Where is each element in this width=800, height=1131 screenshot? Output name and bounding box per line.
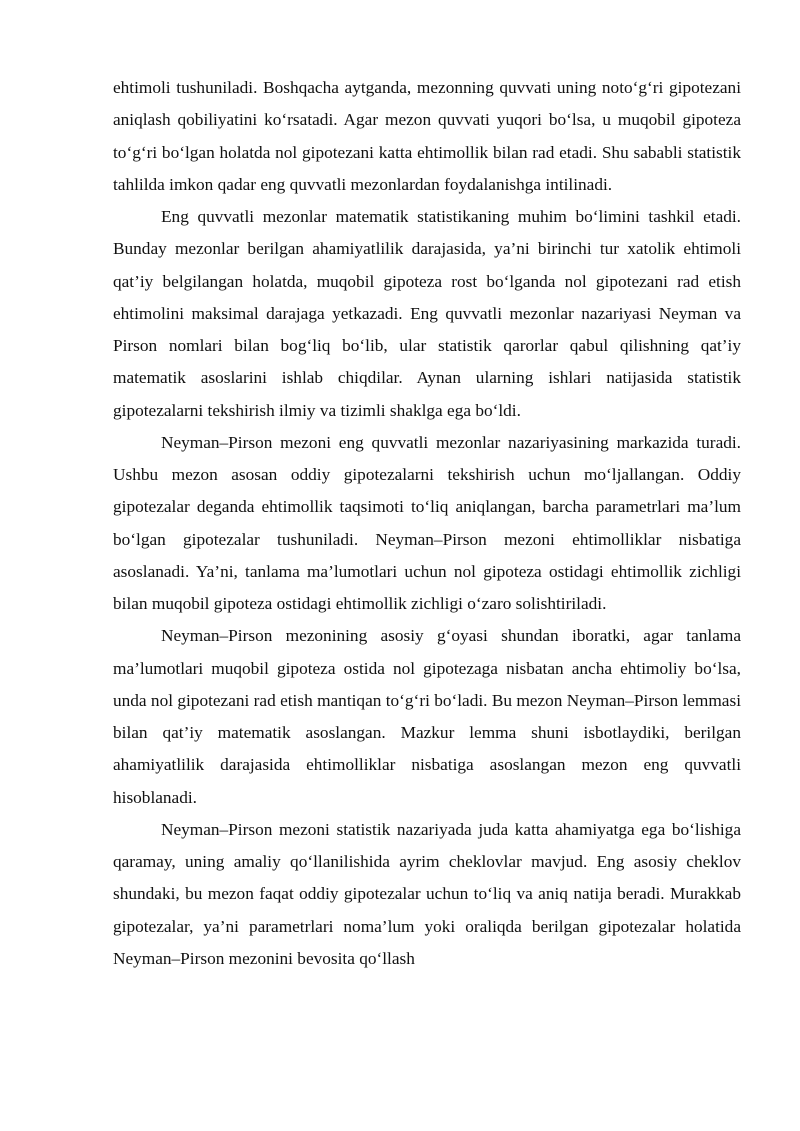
paragraph-limitations: Neyman–Pirson mezoni statistik nazariyada juda katta ahamiyatga ega bo‘lishiga qaramay, uning amaliy qo‘llanilishida ayrim cheklovlar mavjud. Eng asosiy cheklov shundaki, bu mezon faqat oddiy gipotezalar uchun to‘liq va aniq natija beradi. Murakkab gipotezalar, ya’ni parametrlari noma’lum yoki oraliqda berilgan gipotezalar holatida Neyman–Pirson mezonini bevosita qo‘llash (113, 819, 741, 968)
paragraph-continuation: ehtimoli tushuniladi. Boshqacha aytganda, mezonning quvvati uning noto‘g‘ri gipotezani aniqlash qobiliyatini ko‘rsatadi. Agar mezon quvvati yuqori bo‘lsa, u muqobil gipoteza to‘g‘ri bo‘lgan holatda nol gipotezani katta ehtimollik bilan rad etadi. Shu sababli statistik tahlilda imkon qadar eng quvvatli mezonlardan foydalanishga intilinadi. (113, 78, 741, 194)
paragraph-neyman-pearson-criterion: Neyman–Pirson mezoni eng quvvatli mezonlar nazariyasining markazida turadi. Ushbu mezon asosan oddiy gipotezalarni tekshirish uchun mo‘ljallangan. Oddiy gipotezalar deganda ehtimollik taqsimoti to‘liq aniqlangan, barcha parametrlari ma’lum bo‘lgan gipotezalar tushuniladi. Neyman–Pirson mezoni ehtimolliklar nisbatiga asoslanadi. Ya’ni, tanlama ma’lumotlari uchun nol gipoteza ostidagi ehtimollik zichligi bilan muqobil gipoteza ostidagi ehtimollik zichligi o‘zaro solishtiriladi. (113, 432, 741, 613)
paragraph-neyman-pearson-idea: Neyman–Pirson mezonining asosiy g‘oyasi shundan iboratki, agar tanlama ma’lumotlari muqobil gipoteza ostida nol gipotezaga nisbatan ancha ehtimoliy bo‘lsa, unda nol gipotezani rad etish mantiqan to‘g‘ri bo‘ladi. Bu mezon Neyman–Pirson lemmasi bilan qat’iy matematik asoslangan. Mazkur lemma shuni isbotlaydiki, berilgan ahamiyatlilik darajasida ehtimolliklar nisbatiga asoslangan mezon eng quvvatli hisoblanadi. (113, 626, 741, 807)
body-text (113, 72, 741, 975)
paragraph-most-powerful-tests: Eng quvvatli mezonlar matematik statistikaning muhim bo‘limini tashkil etadi. Bunday mezonlar berilgan ahamiyatlilik darajasida, ya’ni birinchi tur xatolik ehtimoli qat’iy belgilangan holatda, muqobil gipoteza rost bo‘lganda nol gipotezani rad etish ehtimolini maksimal darajaga yetkazadi. Eng quvvatli mezonlar nazariyasi Neyman va Pirson nomlari bilan bog‘liq bo‘lib, ular statistik qarorlar qabul qilishning qat’iy matematik asoslarini ishlab chiqdilar. Aynan ularning ishlari natijasida statistik gipotezalarni tekshirish ilmiy va tizimli shaklga ega bo‘ldi. (113, 207, 741, 420)
